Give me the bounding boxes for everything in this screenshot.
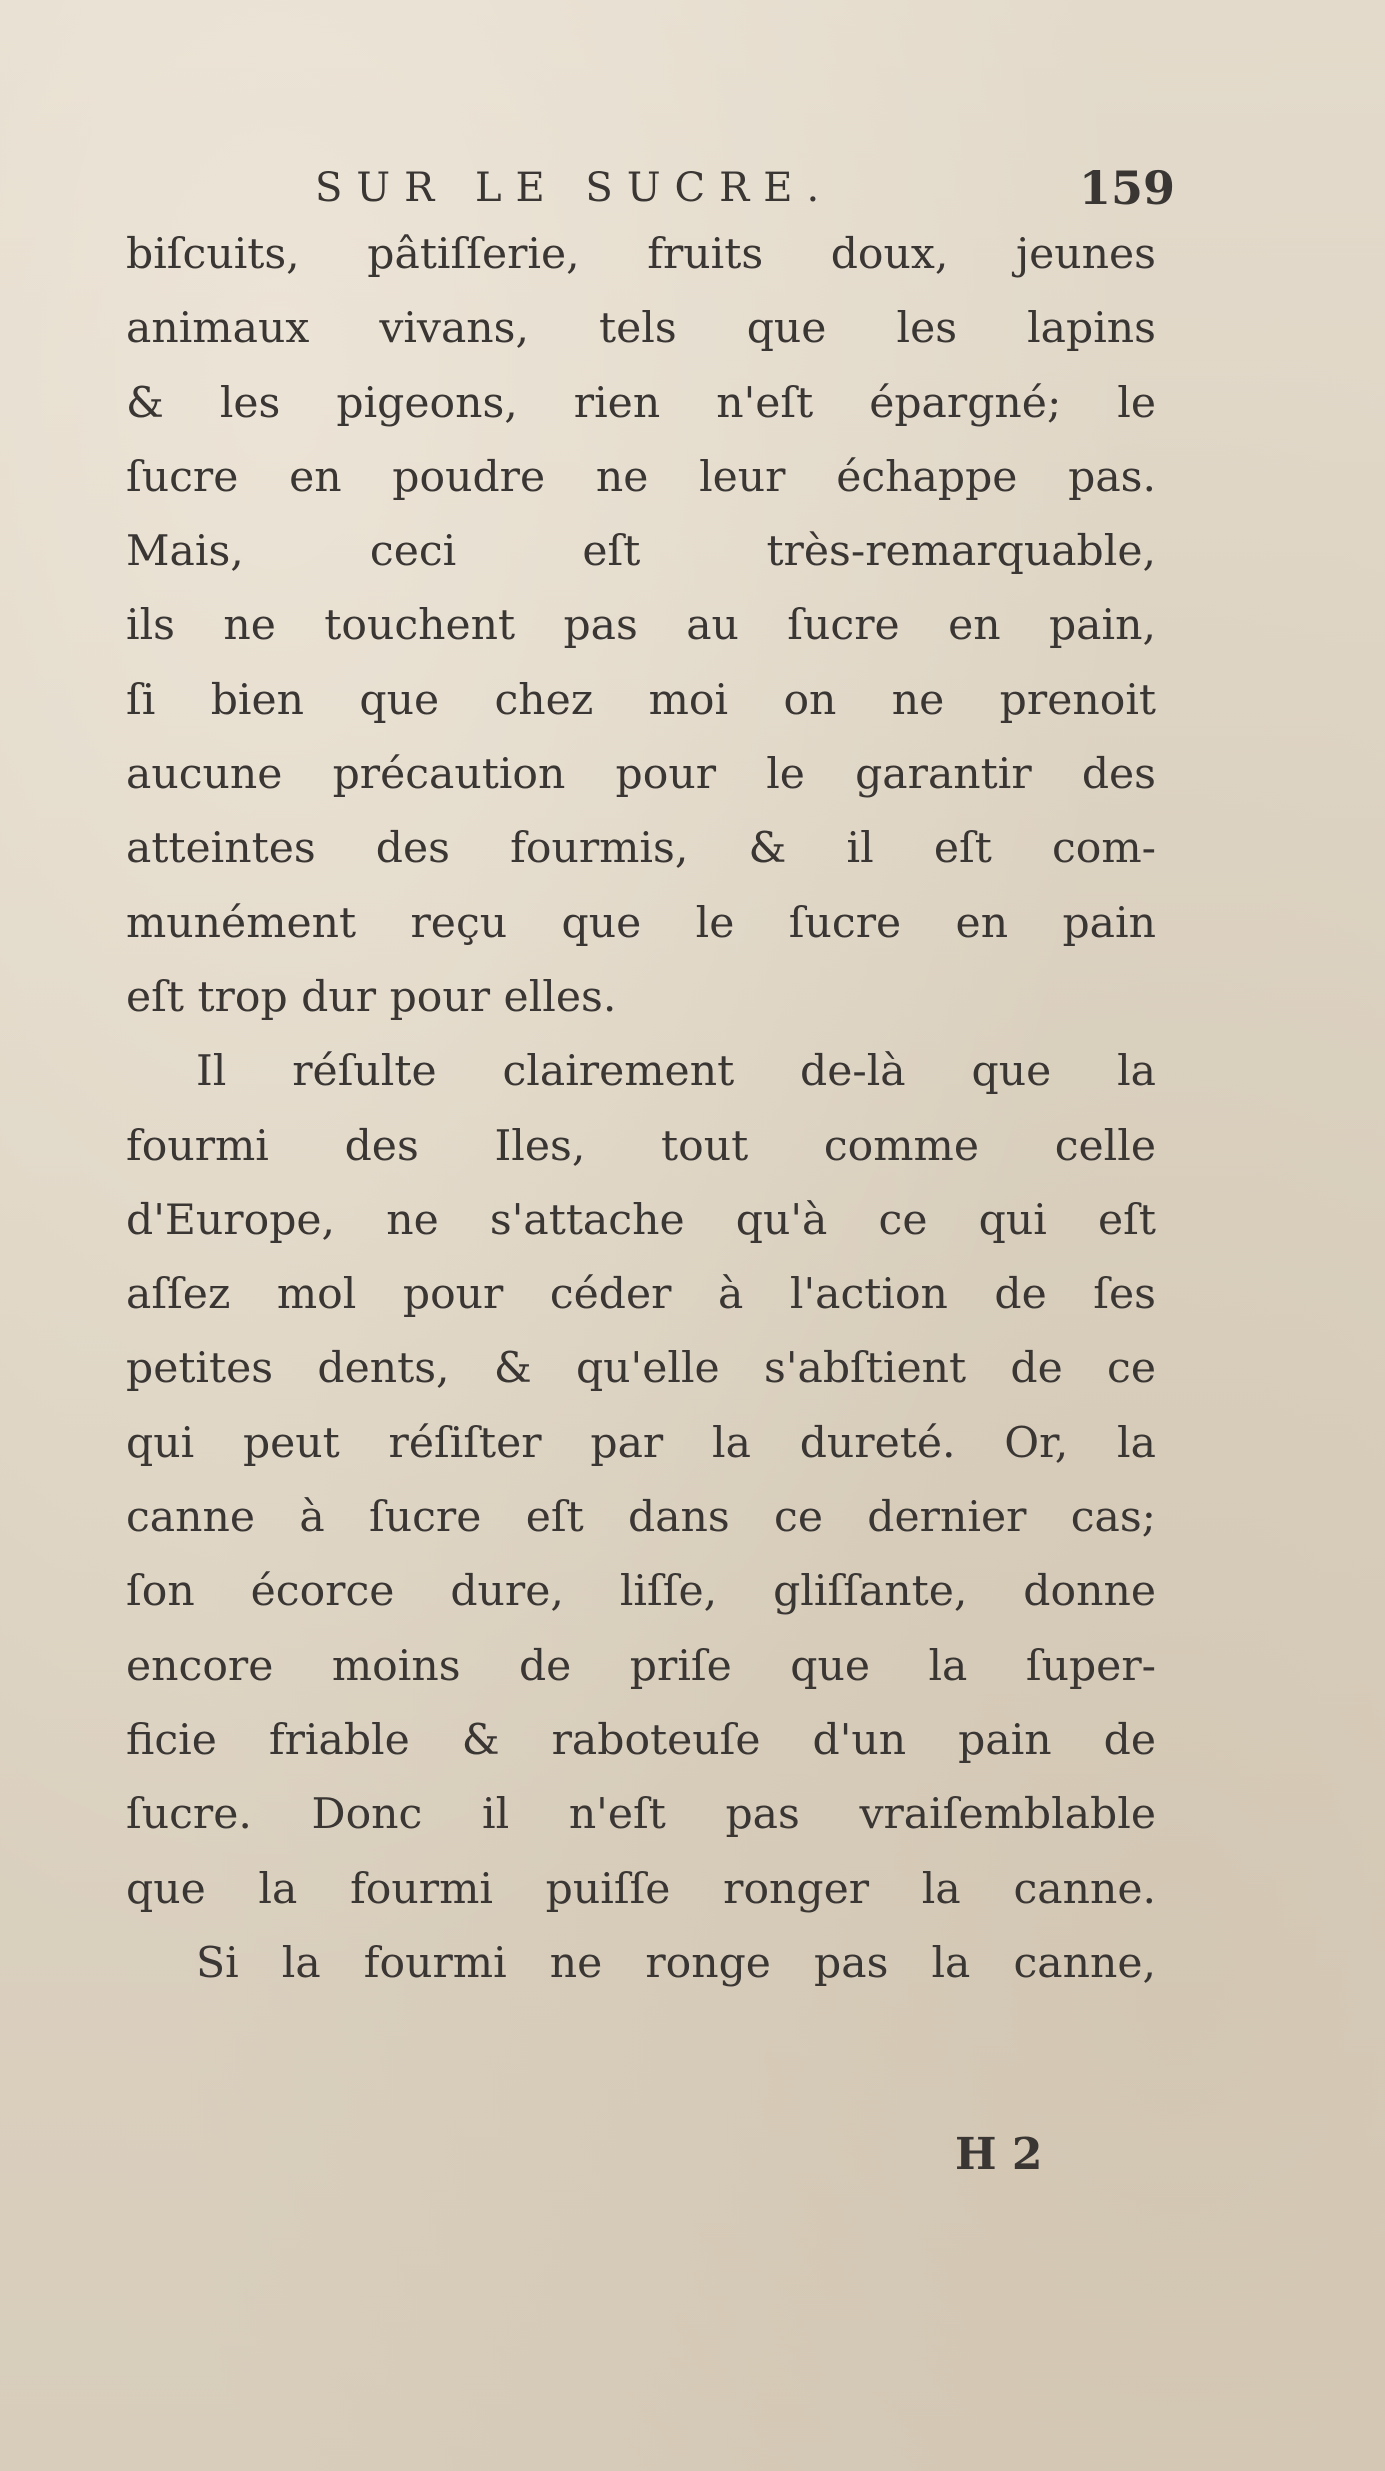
text-line: aſſez mol pour céder à l'action de ſes	[126, 1270, 1156, 1320]
text-line: aucune précaution pour le garantir des	[126, 750, 1156, 800]
body-text	[126, 218, 1156, 2001]
text-line: petites dents, & qu'elle s'abſtient de ce	[126, 1344, 1156, 1394]
text-line: ils ne touchent pas au ſucre en pain,	[126, 601, 1156, 651]
text-line: Si la fourmi ne ronge pas la canne,	[196, 1938, 1156, 1988]
text-line: animaux vivans, tels que les lapins	[126, 304, 1156, 354]
text-line: qui peut réſiſter par la dureté. Or, la	[126, 1418, 1156, 1468]
signature-mark: H 2	[955, 2129, 1043, 2180]
text-line: & les pigeons, rien n'eſt épargné; le	[126, 378, 1156, 428]
text-line: encore moins de priſe que la ſuper-	[126, 1641, 1156, 1691]
text-line: atteintes des fourmis, & il eſt com-	[126, 824, 1156, 874]
text-line: biſcuits, pâtiſſerie, fruits doux, jeunes	[126, 230, 1156, 279]
text-line: ſucre. Donc il n'eſt pas vraiſemblable	[126, 1790, 1156, 1840]
text-line: Il réſulte clairement de-là que la	[196, 1047, 1156, 1097]
text-line: ſucre en poudre ne leur échappe pas.	[126, 452, 1156, 502]
text-line: Mais, ceci eſt très-remarquable,	[126, 527, 1156, 577]
text-line: d'Europe, ne s'attache qu'à ce qui eſt	[126, 1195, 1156, 1245]
text-line: ſon écorce dure, liſſe, gliſſante, donne	[126, 1567, 1156, 1617]
page-number: 159	[1078, 161, 1175, 215]
text-line: munément reçu que le ſucre en pain	[126, 898, 1156, 948]
running-head: SUR LE SUCRE.	[315, 165, 834, 211]
text-line: fourmi des Iles, tout comme celle	[126, 1121, 1156, 1171]
page-header	[315, 158, 1175, 218]
text-line: que la fourmi puiſſe ronger la canne.	[126, 1864, 1156, 1914]
text-line: canne à ſucre eſt dans ce dernier cas;	[126, 1493, 1156, 1543]
text-line: ficie friable & raboteuſe d'un pain de	[126, 1715, 1156, 1765]
text-line: eſt trop dur pour elles.	[126, 972, 617, 1022]
text-line: ſi bien que chez moi on ne prenoit	[126, 675, 1156, 725]
